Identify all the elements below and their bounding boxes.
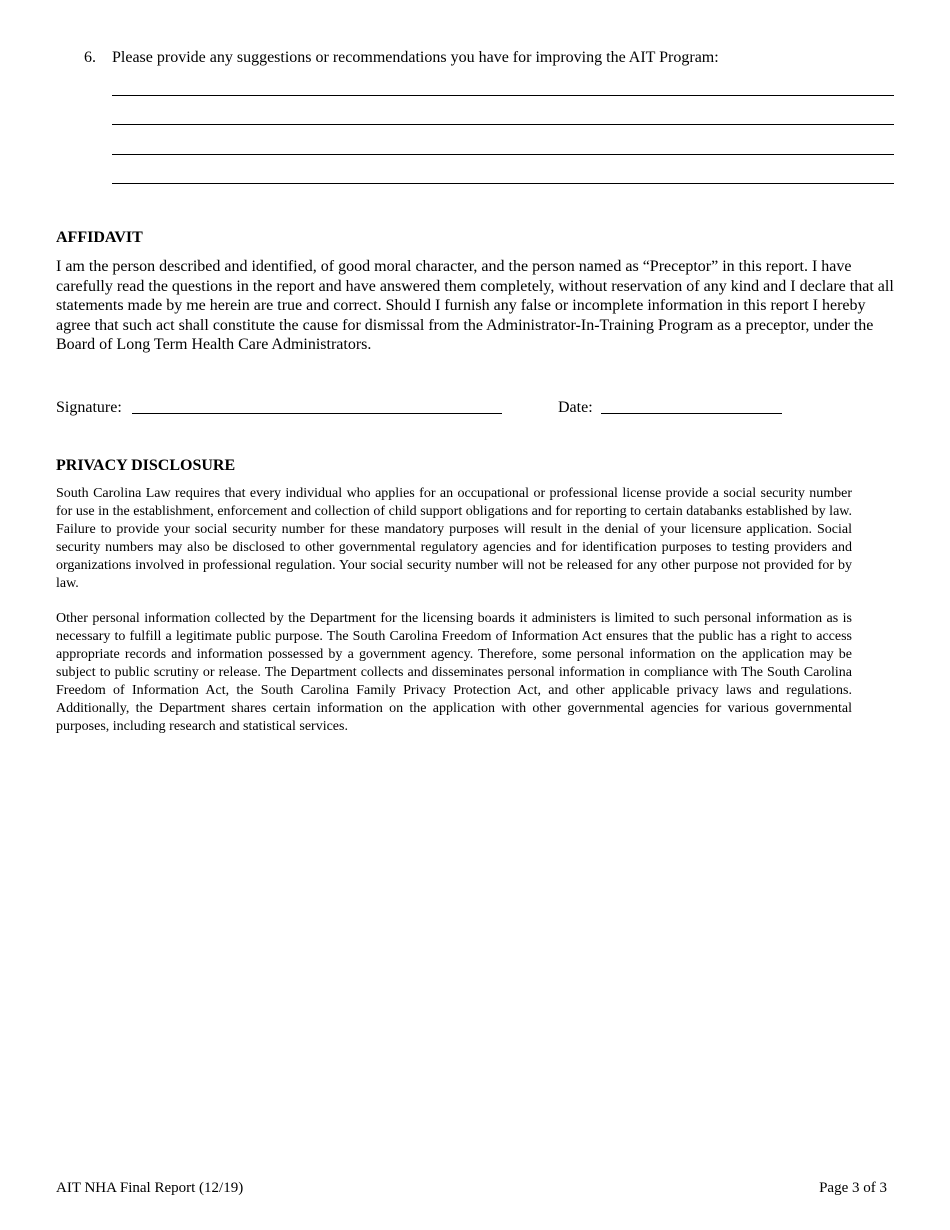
signature-field[interactable] [132, 413, 502, 414]
footer-form-id: AIT NHA Final Report (12/19) [56, 1180, 244, 1196]
date-label: Date: [558, 399, 593, 416]
answer-line-3[interactable] [112, 154, 894, 155]
answer-line-2[interactable] [112, 124, 894, 125]
privacy-heading: PRIVACY DISCLOSURE [56, 457, 236, 474]
answer-line-4[interactable] [112, 183, 894, 184]
date-field[interactable] [601, 413, 782, 414]
privacy-paragraph-2: Other personal information collected by the Department for the licensing boards it administers is limited to such personal information as is necessary to fulfill a legitimate public purpose. The South Carolina Freedom of Information Act ensures that the public has a right to access appropriate records and information possessed by a government agency. Therefore, some personal information on the application may be subject to public scrutiny or release. The Department collects and disseminates personal information in compliance with The South Carolina Freedom of Information Act, the South Carolina Family Privacy Protection Act, and other applicable privacy laws and regulations. Additionally, the Department shares certain information on the application with other governmental agencies for various governmental purposes, including research and statistical services. [56, 611, 852, 734]
affidavit-body: I am the person described and identified, of good moral character, and the person named as “Preceptor” in this report. I have carefully read the questions in the report and have answered them completely, without reservation of any kind and I declare that all statements made by me herein are true and correct. Should I furnish any false or incomplete information in this report I hereby agree that such act shall constitute the cause for dismissal from the Administrator-In-Training Program as a preceptor, under the Board of Long Term Health Care Administrators. [56, 258, 894, 354]
signature-label: Signature: [56, 399, 122, 416]
answer-line-1[interactable] [112, 95, 894, 96]
question-text: Please provide any suggestions or recommendations you have for improving the AIT Program: [112, 49, 719, 66]
question-number: 6. [84, 49, 96, 66]
affidavit-heading: AFFIDAVIT [56, 229, 143, 246]
footer-page-number: Page 3 of 3 [819, 1180, 887, 1196]
privacy-paragraph-1: South Carolina Law requires that every individual who applies for an occupational or professional license provide a social security number for use in the establishment, enforcement and collection of child support obligations and for reporting to certain databanks established by law. Failure to provide your social security number for these mandatory purposes will result in the denial of your licensure application. Social security numbers may also be disclosed to other governmental regulatory agencies and for identification purposes to testing providers and organizations involved in professional regulation. Your social security number will not be released for any other purpose not provided for by law. [56, 486, 852, 591]
